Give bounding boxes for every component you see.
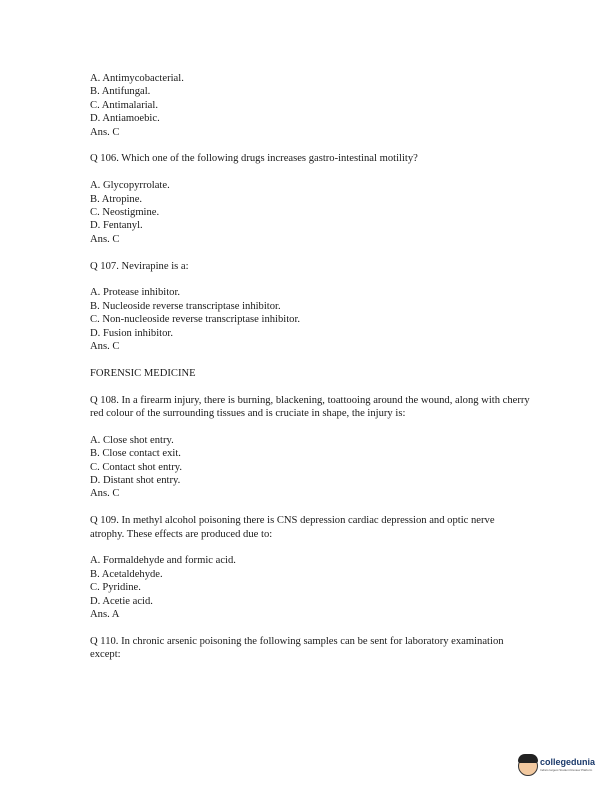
option-b: B. Antifungal. [90, 86, 151, 98]
question-109: Q 109. In methyl alcohol poisoning there is CNS depression cardiac depression and optic nerve atrophy. These effects are produced due to: [90, 515, 495, 540]
section-heading: FORENSIC MEDICINE [90, 367, 196, 379]
option-c: C. Contact shot entry. [90, 461, 182, 473]
mascot-hair [518, 754, 538, 763]
collegedunia-logo [518, 754, 598, 782]
option-b: B. Nucleoside reverse transcriptase inhibitor. [90, 300, 281, 312]
option-d: D. Fentanyl. [90, 220, 143, 232]
answer: Ans. C [90, 488, 120, 500]
option-c: C. Antimalarial. [90, 99, 158, 111]
option-a: A. Protease inhibitor. [90, 287, 181, 299]
option-d: D. Antiamoebic. [90, 113, 160, 125]
option-a: A. Glycopyrrolate. [90, 180, 170, 192]
answer: Ans. C [90, 233, 120, 245]
question-107: Q 107. Nevirapine is a: [90, 260, 189, 272]
option-c: C. Neostigmine. [90, 207, 160, 219]
option-b: B. Close contact exit. [90, 448, 181, 460]
answer: Ans. A [90, 609, 120, 621]
option-d: D. Acetie acid. [90, 595, 153, 607]
option-a: A. Formaldehyde and formic acid. [90, 555, 236, 567]
answer: Ans. C [90, 341, 120, 353]
question-106: Q 106. Which one of the following drugs increases gastro-intestinal motility? [90, 153, 418, 165]
document-page [90, 72, 530, 662]
logo-name: collegedunia [540, 757, 596, 767]
option-d: D. Distant shot entry. [90, 475, 181, 487]
option-b: B. Acetaldehyde. [90, 568, 163, 580]
option-b: B. Atropine. [90, 193, 143, 205]
option-a: A. Antimycobacterial. [90, 73, 184, 84]
option-c: C. Non-nucleoside reverse transcriptase inhibitor. [90, 314, 301, 326]
question-110: Q 110. In chronic arsenic poisoning the following samples can be sent for laboratory examination except: [90, 635, 504, 661]
logo-tagline: India's largest Student Review Platform [540, 768, 593, 772]
answer: Ans. C [90, 126, 120, 138]
question-108: Q 108. In a firearm injury, there is burning, blackening, toattooing around the wound, along with cherry red colour of the surrounding tissues and is cruciate in shape, the injury is: [90, 394, 530, 420]
option-c: C. Pyridine. [90, 582, 141, 594]
option-a: A. Close shot entry. [90, 434, 174, 446]
option-d: D. Fusion inhibitor. [90, 327, 173, 339]
